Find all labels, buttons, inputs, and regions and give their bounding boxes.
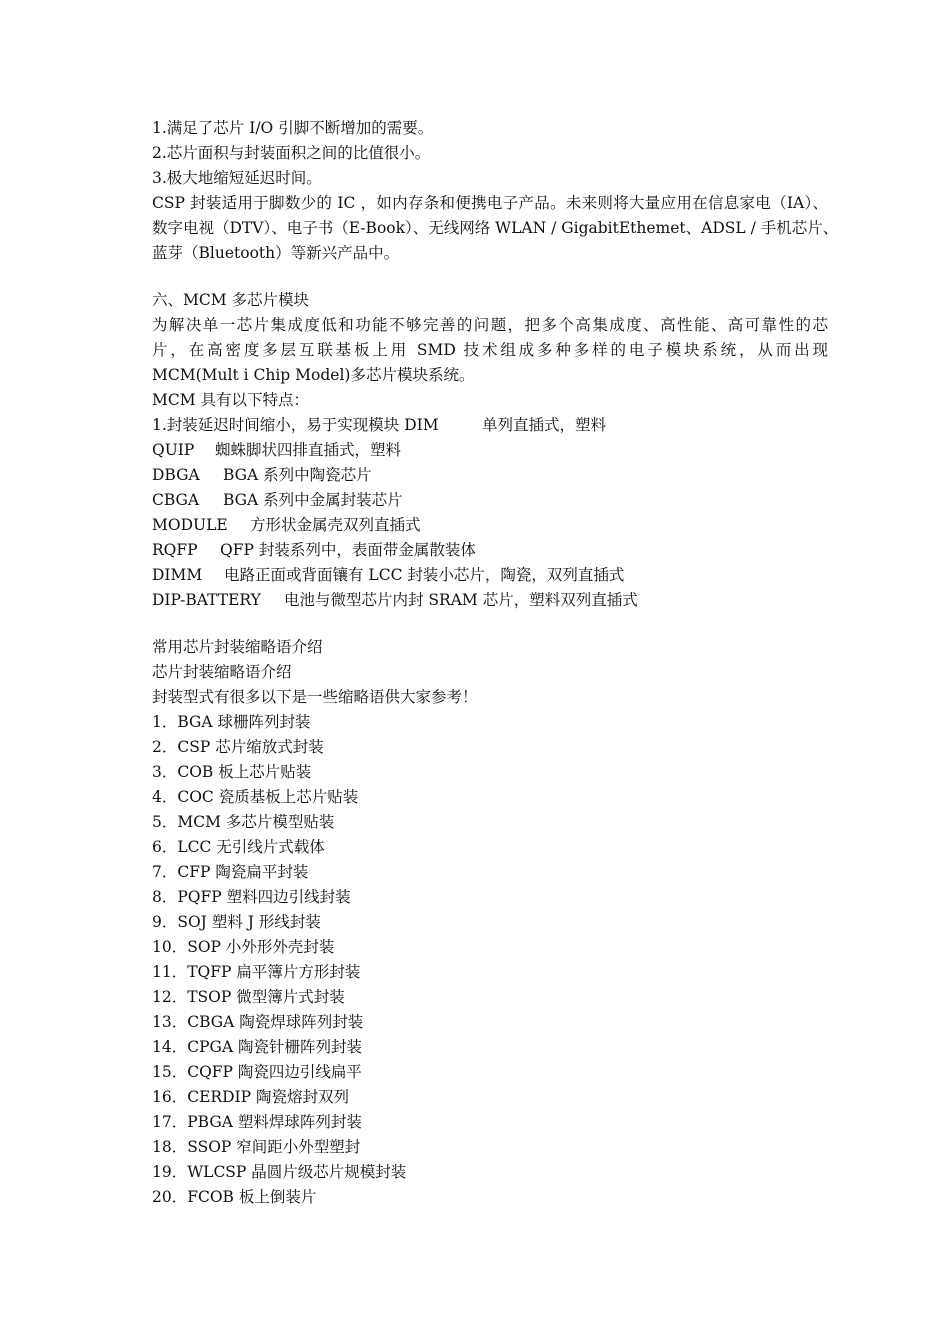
list-item: 8．PQFP 塑料四边引线封装: [152, 888, 351, 906]
list-item: 17．PBGA 塑料焊球阵列封装: [152, 1113, 362, 1131]
package-row-rqfp: [152, 538, 828, 563]
section-gap: [152, 613, 828, 635]
document-page: [152, 116, 839, 1210]
package-desc: BGA 系列中陶瓷芯片: [223, 466, 372, 484]
list-item: 18．SSOP 窄间距小外型塑封: [152, 1138, 361, 1156]
list-item: 4．COC 瓷质基板上芯片贴装: [152, 788, 359, 806]
section-gap: [152, 266, 828, 288]
list-item: 11．TQFP 扁平簿片方形封装: [152, 963, 361, 981]
package-row-module: [152, 513, 828, 538]
list-item: 10．SOP 小外形外壳封装: [152, 938, 335, 956]
mcm-feature-1-desc: 单列直插式，塑料: [482, 416, 607, 434]
list-item: 2．CSP 芯片缩放式封装: [152, 738, 324, 756]
list-item: 6．LCC 无引线片式载体: [152, 838, 325, 856]
list-item: 16．CERDIP 陶瓷熔封双列: [152, 1088, 349, 1106]
package-code: RQFP: [152, 541, 198, 559]
csp-advantage-2: 2.芯片面积与封装面积之间的比值很小。: [152, 144, 431, 162]
list-item: 9．SOJ 塑料 J 形线封装: [152, 913, 321, 931]
list-item: 7．CFP 陶瓷扁平封装: [152, 863, 309, 881]
package-row-quip: [152, 438, 828, 463]
package-desc: BGA 系列中金属封装芯片: [223, 491, 403, 509]
list-item: 3．COB 板上芯片贴装: [152, 763, 312, 781]
mcm-desc-line-1: 为解决单一芯片集成度低和功能不够完善的问题，把多个高集成度、高性能、高可靠性的芯: [152, 316, 828, 334]
list-item: 14．CPGA 陶瓷针栅阵列封装: [152, 1038, 363, 1056]
mcm-heading: 六、MCM 多芯片模块: [152, 291, 310, 309]
package-code: CBGA: [152, 491, 200, 509]
package-desc: 电路正面或背面镶有 LCC 封装小芯片，陶瓷，双列直插式: [224, 566, 625, 584]
mcm-desc-line-3: MCM(Mult i Chip Model)多芯片模块系统。: [152, 366, 475, 384]
csp-advantage-3: 3.极大地缩短延迟时间。: [152, 169, 322, 187]
list-item: 19．WLCSP 晶圆片级芯片规模封装: [152, 1163, 407, 1181]
abbr-list: [152, 710, 828, 1210]
mcm-desc-line-2: 片，在高密度多层互联基板上用 SMD 技术组成多种多样的电子模块系统，从而出现: [152, 341, 828, 359]
package-row-dbga: [152, 463, 828, 488]
package-row-cbga: [152, 488, 828, 513]
package-desc: 电池与微型芯片内封 SRAM 芯片，塑料双列直插式: [284, 591, 638, 609]
package-code: QUIP: [152, 441, 195, 459]
mcm-feature-1-text: 1.封装延迟时间缩小，易于实现模块 DIM: [152, 416, 439, 434]
package-desc: 蜘蛛脚状四排直插式，塑料: [215, 441, 402, 459]
package-row-dimm: [152, 563, 828, 588]
list-item: 13．CBGA 陶瓷焊球阵列封装: [152, 1013, 364, 1031]
package-desc: QFP 封装系列中，表面带金属散装体: [220, 541, 476, 559]
mcm-feature-1: [152, 413, 828, 438]
csp-usage-line-3: 蓝芽（Bluetooth）等新兴产品中。: [152, 244, 400, 262]
abbr-title-1: 常用芯片封装缩略语介绍: [152, 638, 323, 656]
package-code: DIP-BATTERY: [152, 591, 261, 609]
abbr-intro: 封装型式有很多以下是一些缩略语供大家参考！: [152, 688, 478, 706]
list-item: 15．CQFP 陶瓷四边引线扁平: [152, 1063, 362, 1081]
mcm-features-intro: MCM 具有以下特点：: [152, 391, 310, 409]
package-row-dip-battery: [152, 588, 828, 613]
csp-usage-line-2: 数字电视（DTV）、电子书（E-Book）、无线网络 WLAN / GigabitEthemet、ADSL / 手机芯片、: [152, 219, 839, 237]
csp-advantage-1: 1.满足了芯片 I/O 引脚不断增加的需要。: [152, 119, 434, 137]
csp-usage-line-1: CSP 封装适用于脚数少的 IC ，如内存条和便携电子产品。未来则将大量应用在信息家电（IA）、: [152, 194, 828, 212]
package-code: MODULE: [152, 516, 228, 534]
list-item: 1．BGA 球栅阵列封装: [152, 713, 311, 731]
list-item: 5．MCM 多芯片模型贴装: [152, 813, 335, 831]
list-item: 20．FCOB 板上倒装片: [152, 1188, 317, 1206]
abbr-title-2: 芯片封装缩略语介绍: [152, 663, 292, 681]
package-code: DIMM: [152, 566, 203, 584]
package-desc: 方形状金属壳双列直插式: [250, 516, 421, 534]
package-code: DBGA: [152, 466, 200, 484]
list-item: 12．TSOP 微型簿片式封装: [152, 988, 345, 1006]
